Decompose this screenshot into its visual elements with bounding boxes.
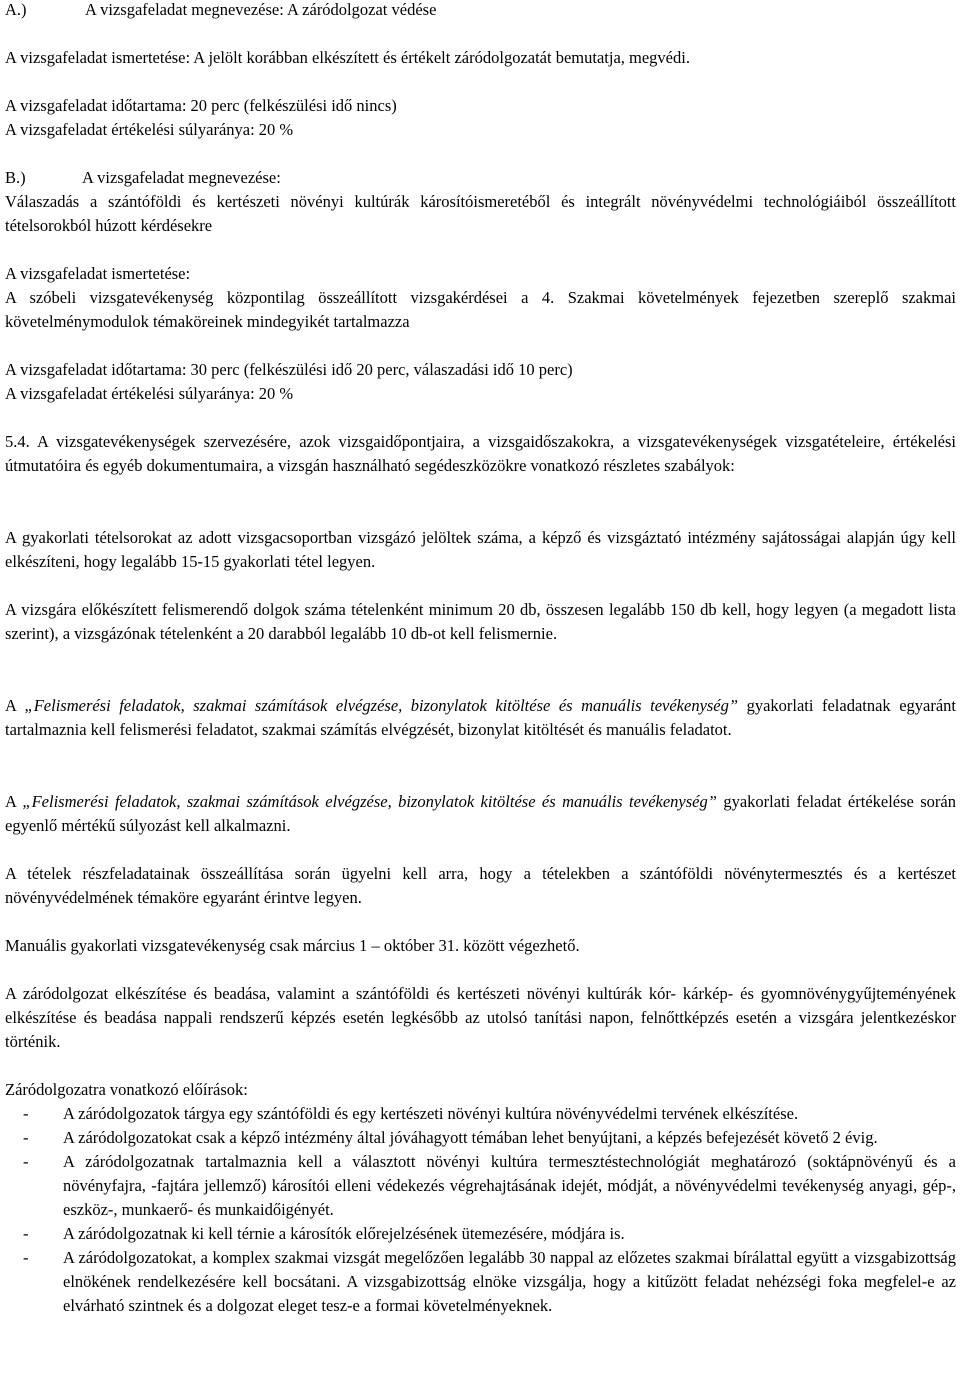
- list-item-text: A záródolgozatok tárgya egy szántóföldi és egy kertészeti növényi kultúra növényvédelmi tervének elkészítése.: [63, 1104, 799, 1123]
- list-item-text: A záródolgozatokat csak a képző intézmény által jóváhagyott témában lehet benyújtani, a képzés befejezését követő 2 évig.: [63, 1128, 878, 1147]
- section-b-description: A szóbeli vizsgatevékenység központilag összeállított vizsgakérdései a 4. Szakmai követelmények fejezetben szereplő szakmai követelménymodulok témaköreinek mindegyikét tartalmazza: [5, 288, 956, 331]
- list-bullet: -: [23, 1248, 29, 1267]
- p3-post: gyakorlati feladatnak egyaránt tartalmaznia kell felismerési feladatot, szakmai számítás elvégzését, bizonylat kitöltését és manuális feladatot.: [5, 696, 956, 739]
- section-b-description-title: A vizsgafeladat ismertetése:: [5, 264, 191, 283]
- section-b-weight: A vizsgafeladat értékelési súlyaránya: 20 %: [5, 384, 294, 403]
- p4-task-name: „Felismerési feladatok, szakmai számítások elvégzése, bizonylatok kitöltése és manuális tevékenység”: [22, 792, 717, 811]
- section-b-title: A vizsgafeladat megnevezése:: [82, 168, 281, 187]
- section-b-label: B.): [5, 168, 26, 187]
- section-a-title: A vizsgafeladat megnevezése: A záródolgozat védése: [85, 0, 437, 19]
- list-bullet: -: [23, 1152, 29, 1171]
- paragraph-manual-period: Manuális gyakorlati vizsgatevékenység csak március 1 – október 31. között végezhető.: [5, 936, 580, 955]
- section-b-heading: [5, 166, 956, 190]
- paragraph-subtask-assembly: A tételek részfeladatainak összeállítása során ügyelni kell arra, hogy a tételekben a szántóföldi növénytermesztés és a kertészet növényvédelmének témaköre egyaránt érintve legyen.: [5, 864, 956, 907]
- paragraph-recognition-task-weighting: [5, 790, 956, 838]
- paragraph-practical-sets: A gyakorlati tételsorokat az adott vizsgacsoportban vizsgázó jelöltek száma, a képző és vizsgáztató intézmény sajátosságai alapján úgy kell elkészíteni, hogy legalább 15-15 gyakorlati tétel legyen.: [5, 528, 956, 571]
- section-a-description: A vizsgafeladat ismertetése: A jelölt korábban elkészített és értékelt záródolgozatát bemutatja, megvédi.: [5, 48, 690, 67]
- section-a-label: A.): [5, 0, 27, 19]
- paragraph-recognition-task-content: [5, 694, 956, 742]
- list-item: [5, 1222, 956, 1246]
- paragraph-recognition-items: A vizsgára előkészített felismerendő dolgok száma tételenként minimum 20 db, összesen legalább 150 db kell, hogy legyen (a megadott lista szerint), a vizsgázónak tételenként a 20 darabból legalább 10 db-ot kell felismernie.: [5, 600, 956, 643]
- section-5-4-heading: 5.4. A vizsgatevékenységek szervezésére, azok vizsgaidőpontjaira, a vizsgaidőszakokra, a vizsgatevékenységek vizsgatételeire, értékelési útmutatóira és egyéb dokumentumaira, a vizsgán használható segédeszközökre vonatkozó részletes szabályok:: [5, 432, 956, 475]
- p3-task-name: „Felismerési feladatok, szakmai számítások elvégzése, bizonylatok kitöltése és manuális tevékenység”: [24, 696, 739, 715]
- section-b-duration: A vizsgafeladat időtartama: 30 perc (felkészülési idő 20 perc, válaszadási idő 10 perc): [5, 360, 573, 379]
- list-item-text: A záródolgozatnak ki kell térnie a károsítók előrejelzésének ütemezésére, módjára is.: [63, 1224, 625, 1243]
- list-item: [5, 1246, 956, 1318]
- list-bullet: -: [23, 1104, 29, 1123]
- section-a-heading: [5, 0, 956, 22]
- list-item-text: A záródolgozatokat, a komplex szakmai vizsgát megelőzően legalább 30 nappal az előzetes szakmai bírálattal együtt a vizsgabizottság elnökének rendelkezésére kell bocsátani. A vizsgabizottság elnöke vizsgálja, hogy a kitűzött feladat nehézségi foka megfelel-e az elvárható szintnek és a dolgozat eleget tesz-e a formai követelményeknek.: [63, 1248, 956, 1315]
- list-item: [5, 1150, 956, 1222]
- p3-pre: A: [5, 696, 25, 715]
- list-item-text: A záródolgozatnak tartalmaznia kell a választott növényi kultúra termesztéstechnológiát meghatározó (soktápnövényű és a növényfajra, -fajtára jellemző) károsítói elleni védekezés végrehajtásának idejét, módját, a növényvédelmi tevékenység anyagi, gép-, eszköz-, munkaerő- és munkaidőigényét.: [63, 1152, 956, 1219]
- thesis-rules-title: Záródolgozatra vonatkozó előírások:: [5, 1080, 248, 1099]
- list-bullet: -: [23, 1224, 29, 1243]
- section-a-weight: A vizsgafeladat értékelési súlyaránya: 20 %: [5, 120, 294, 139]
- paragraph-thesis-submission: A záródolgozat elkészítése és beadása, valamint a szántóföldi és kertészeti növényi kultúrák kór- kárkép- és gyomnövénygyűjteményének elkészítése és beadása nappali rendszerű képzés esetén legkésőbb az utolsó tanítási napon, felnőttképzés esetén a vizsgára jelentkezéskor történik.: [5, 984, 956, 1051]
- p4-pre: A: [5, 792, 23, 811]
- p4-post: gyakorlati feladat értékelése során egyenlő mértékű súlyozást kell alkalmazni.: [5, 792, 956, 835]
- list-item: [5, 1126, 956, 1150]
- list-item: [5, 1102, 956, 1126]
- section-b-task-name: Válaszadás a szántóföldi és kertészeti növényi kultúrák károsítóismeretéből és integrált növényvédelmi technológiáiból összeállított tételsorokból húzott kérdésekre: [5, 192, 956, 235]
- section-a-duration: A vizsgafeladat időtartama: 20 perc (felkészülési idő nincs): [5, 96, 397, 115]
- list-bullet: -: [23, 1128, 29, 1147]
- thesis-rules-list: [5, 1102, 956, 1318]
